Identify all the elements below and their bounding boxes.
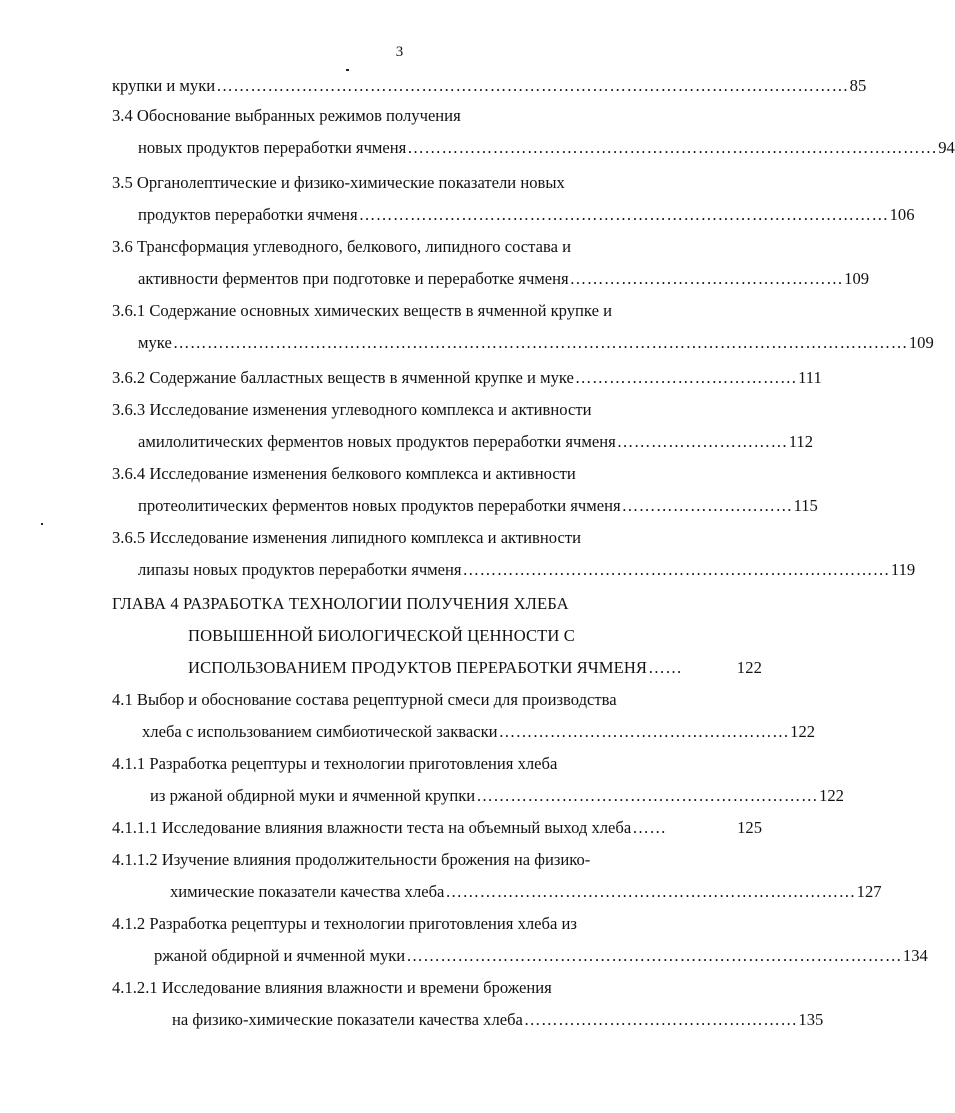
toc-entry: [112, 235, 571, 259]
toc-entry-title: активности ферментов при подготовке и переработке ячменя: [138, 269, 569, 288]
toc-entry-page: 134: [902, 946, 928, 965]
toc-entry-title: 4.1.2.1 Исследование влияния влажности и времени брожения: [112, 978, 552, 997]
toc-entry-page: 122: [819, 786, 844, 805]
toc-entry: [112, 398, 591, 422]
toc-entry-title: 4.1.1 Разработка рецептуры и технологии приготовления хлеба: [112, 754, 558, 773]
toc-entry-page: 125: [737, 818, 762, 837]
toc-leader-dots: …………………………………………………………………………………: [358, 205, 889, 224]
toc-leader-dots: …………………………………………: [569, 269, 844, 288]
toc-entry-title: ржаной обдирной и ячменной муки: [154, 946, 406, 965]
toc-leader-dots: ………………………………………………………………: [445, 882, 856, 901]
toc-entry-page: 115: [793, 496, 818, 515]
toc-entry-title: липазы новых продуктов переработки ячменя: [138, 560, 462, 579]
toc-entry-title: амилолитических ферментов новых продуктов переработки ячменя: [138, 432, 616, 451]
toc-entry: [138, 267, 870, 291]
toc-entry: [142, 720, 816, 744]
toc-entry-page: 109: [844, 269, 870, 288]
toc-leader-dots: ……………………………………………: [498, 722, 790, 741]
toc-leader-dots: …………………………………………………………………: [462, 560, 890, 579]
toc-entry-title: хлеба с использованием симбиотической закваски: [142, 722, 498, 741]
toc-entry-title: химические показатели качества хлеба: [170, 882, 445, 901]
scan-speck: [41, 523, 43, 525]
toc-entry: [112, 299, 612, 323]
toc-leader-dots: ……: [632, 818, 667, 837]
toc-entry-title: 3.6.4 Исследование изменения белкового комплекса и активности: [112, 464, 576, 483]
toc-leader-dots: ……………………………………………………………………………: [406, 946, 902, 965]
toc-entry: [112, 104, 461, 128]
toc-entry-page: 94: [938, 138, 955, 157]
toc-entry: [138, 558, 916, 582]
toc-entry-page: 106: [889, 205, 915, 224]
toc-entry: [112, 74, 867, 98]
toc-leader-dots: ……: [648, 658, 683, 677]
toc-entry-title: 3.6.2 Содержание балластных веществ в ячменной крупке и муке: [112, 368, 574, 387]
toc-entry-page: 122: [736, 658, 762, 677]
toc-entry-title: крупки и муки: [112, 76, 216, 95]
toc-entry: [138, 430, 814, 454]
toc-entry-page: 135: [798, 1010, 824, 1029]
toc-entry-title: 3.6.1 Содержание основных химических веществ в ячменной крупке и: [112, 301, 612, 320]
chapter-heading-line: ГЛАВА 4 РАЗРАБОТКА ТЕХНОЛОГИИ ПОЛУЧЕНИЯ ХЛЕБА: [112, 594, 569, 613]
toc-entry: [172, 1008, 824, 1032]
toc-entry-page: 111: [798, 368, 822, 387]
chapter-heading-line: ПОВЫШЕННОЙ БИОЛОГИЧЕСКОЙ ЦЕННОСТИ С: [188, 626, 575, 645]
toc-entry-title: 3.6.3 Исследование изменения углеводного комплекса и активности: [112, 400, 592, 419]
toc-entry: [112, 526, 581, 550]
toc-entry: [112, 688, 617, 712]
toc-entry-title: 3.6 Трансформация углеводного, белкового, липидного состава и: [112, 237, 571, 256]
toc-entry: [112, 848, 590, 872]
toc-entry-page: 109: [908, 333, 934, 352]
toc-entry-title: 4.1 Выбор и обоснование состава рецептурной смеси для производства: [112, 690, 617, 709]
toc-entry: [138, 331, 934, 355]
toc-entry: [138, 203, 915, 227]
toc-entry-title: из ржаной обдирной муки и ячменной крупки: [150, 786, 476, 805]
toc-entry: [154, 944, 928, 968]
toc-entry-title: новых продуктов переработки ячменя: [138, 138, 407, 157]
toc-entry-page: 85: [849, 76, 867, 95]
toc-entry: [112, 462, 576, 486]
chapter-heading-line: ИСПОЛЬЗОВАНИЕМ ПРОДУКТОВ ПЕРЕРАБОТКИ ЯЧМЕНЯ: [188, 658, 648, 677]
toc-entry: [112, 912, 577, 936]
chapter-heading: [188, 656, 762, 680]
toc-entry: [138, 136, 955, 160]
toc-leader-dots: …………………………………………………………………………………: [407, 138, 938, 157]
toc-entry: [112, 816, 762, 840]
toc-entry: [150, 784, 844, 808]
toc-entry-page: 122: [790, 722, 816, 741]
toc-entry-title: 3.5 Органолептические и физико-химические показатели новых: [112, 173, 565, 192]
toc-entry-page: 127: [856, 882, 882, 901]
toc-entry-page: 112: [788, 432, 814, 451]
toc-entry: [112, 976, 552, 1000]
toc-entry: [112, 752, 557, 776]
page-number: 3: [395, 44, 404, 60]
toc-leader-dots: …………………………………………………………………………………………………………………: [172, 333, 908, 352]
toc-leader-dots: …………………………………………………………………………………………………: [216, 76, 849, 95]
toc-entry-title: 3.6.5 Исследование изменения липидного комплекса и активности: [112, 528, 581, 547]
toc-entry-title: 3.4 Обоснование выбранных режимов получения: [112, 106, 461, 125]
toc-entry-title: 4.1.1.2 Изучение влияния продолжительности брожения на физико-: [112, 850, 591, 869]
scan-speck: [346, 69, 349, 71]
toc-leader-dots: …………………………: [621, 496, 793, 515]
toc-entry: [170, 880, 882, 904]
toc-entry-title: 4.1.2 Разработка рецептуры и технологии приготовления хлеба из: [112, 914, 577, 933]
toc-entry-title: протеолитических ферментов новых продуктов переработки ячменя: [138, 496, 621, 515]
toc-entry: [112, 366, 822, 390]
toc-leader-dots: …………………………: [616, 432, 788, 451]
toc-entry-title: на физико-химические показатели качества хлеба: [172, 1010, 523, 1029]
toc-entry-title: муке: [138, 333, 172, 352]
toc-entry-title: 4.1.1.1 Исследование влияния влажности теста на объемный выход хлеба: [112, 818, 632, 837]
toc-leader-dots: …………………………………………: [523, 1010, 798, 1029]
toc-leader-dots: …………………………………: [574, 368, 798, 387]
toc-entry: [138, 494, 818, 518]
chapter-heading: [188, 624, 575, 648]
toc-leader-dots: ……………………………………………………: [476, 786, 819, 805]
chapter-heading: [112, 592, 569, 616]
toc-entry-page: 119: [890, 560, 916, 579]
toc-entry-title: продуктов переработки ячменя: [138, 205, 358, 224]
toc-entry: [112, 171, 565, 195]
